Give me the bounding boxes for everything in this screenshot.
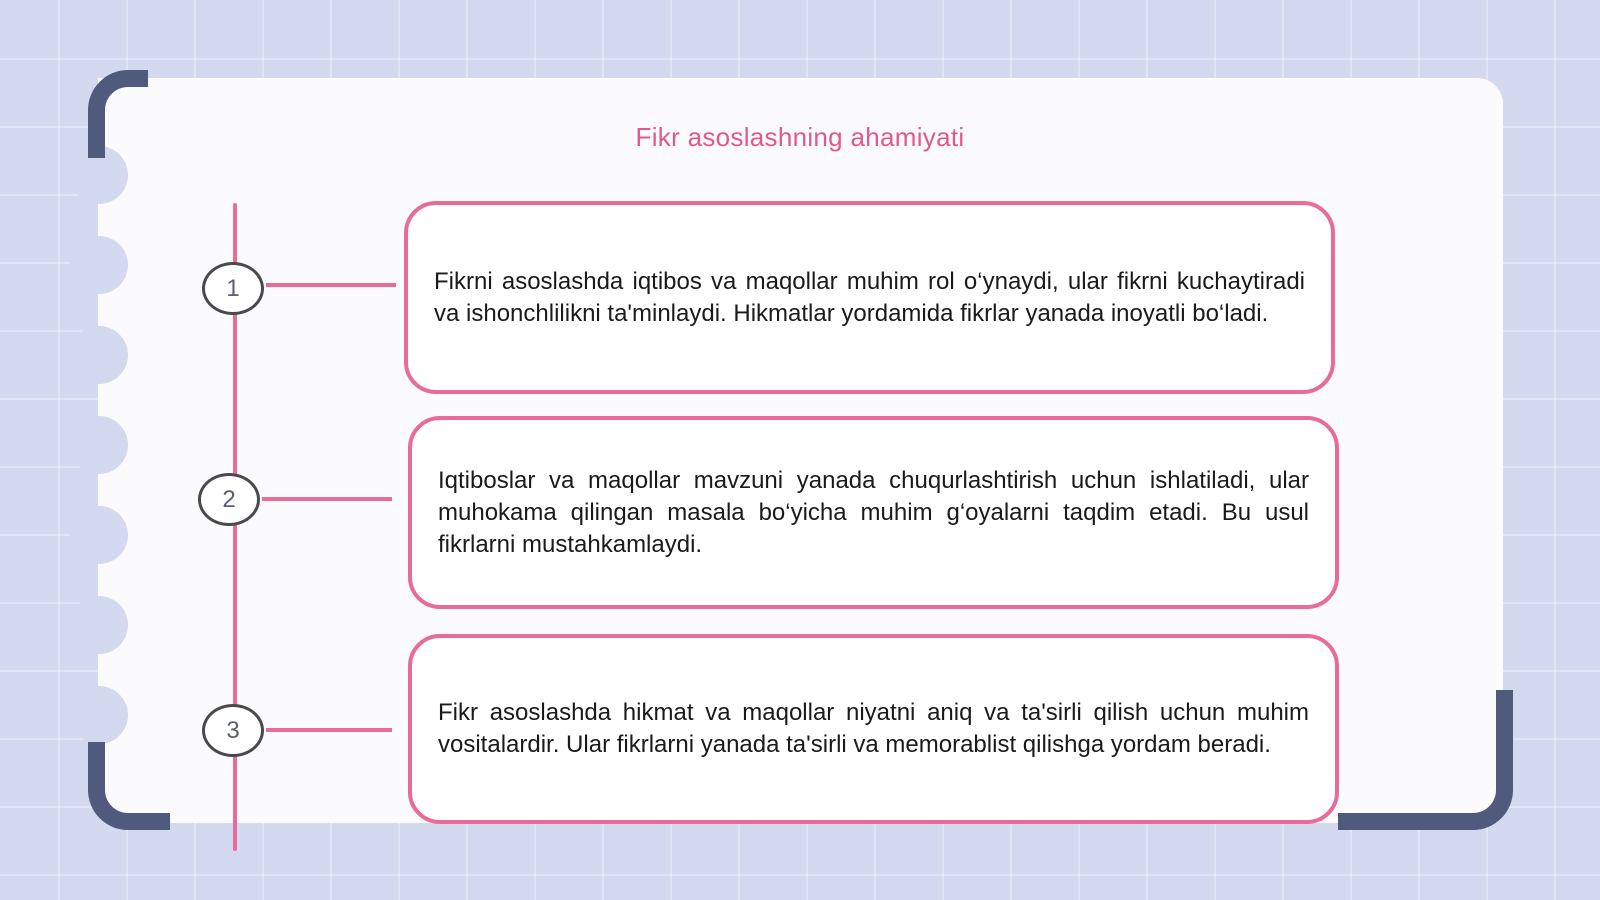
card-scallop bbox=[70, 236, 128, 294]
card-scallop bbox=[70, 596, 128, 654]
card-scallop bbox=[70, 506, 128, 564]
slide-title: Fikr asoslashning ahamiyati bbox=[635, 122, 965, 152]
step-connector bbox=[266, 283, 396, 287]
step-text: Fikrni asoslashda iqtibos va maqollar muhim rol o‘ynaydi, ular fikrni kuchaytiradi va ishonchlilikni ta'minlaydi. Hikmatlar yordamida fikrlar yanada inoyatli bo‘ladi. bbox=[434, 267, 1305, 327]
card-scallop bbox=[70, 686, 128, 744]
step-text: Iqtiboslar va maqollar mavzuni yanada chuqurlashtirish uchun ishlatiladi, ular muhokama qilingan masala bo‘yicha muhim g‘oyalarni taqdim etadi. Bu usul fikrlarni mustahkamlaydi. bbox=[438, 466, 1309, 558]
step-connector bbox=[266, 728, 392, 732]
corner-bracket-bottom-left bbox=[88, 742, 170, 830]
step-number-badge: 1 bbox=[202, 262, 264, 315]
step-number-badge: 2 bbox=[198, 473, 260, 526]
step-text: Fikr asoslashda hikmat va maqollar niyatni aniq va ta'sirli qilish uchun muhim vositalardir. Ular fikrlarni yanada ta'sirli va memorablist qilishga yordam beradi. bbox=[438, 699, 1309, 758]
step-box bbox=[408, 416, 1339, 609]
card-scallop bbox=[70, 326, 128, 384]
step-box bbox=[408, 634, 1339, 824]
step-connector bbox=[262, 497, 392, 501]
card-scallop bbox=[70, 416, 128, 474]
step-number-badge: 3 bbox=[202, 704, 264, 757]
corner-bracket-bottom-right bbox=[1338, 690, 1513, 830]
step-box bbox=[404, 201, 1335, 394]
